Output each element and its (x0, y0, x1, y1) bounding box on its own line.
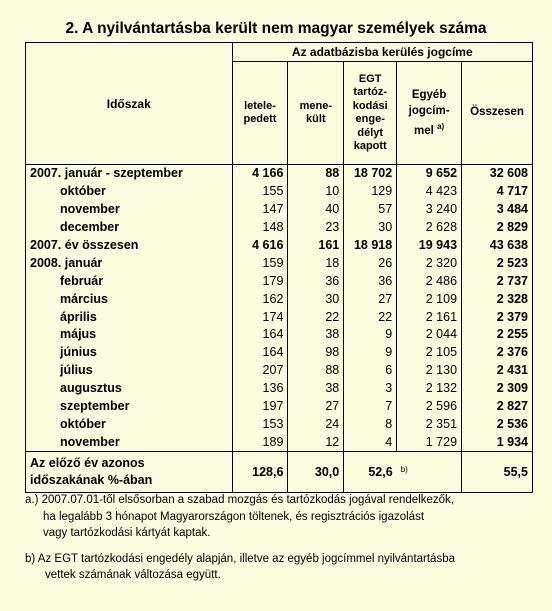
total-cell: 1 934 (462, 433, 533, 451)
immigrated-cell: 18 (288, 254, 344, 272)
settled-cell: 164 (232, 344, 288, 362)
total-cell: 43 638 (462, 237, 533, 255)
total-cell: 2 523 (462, 254, 533, 272)
immigrated-cell: 88 (288, 165, 344, 183)
immigrated-cell: 27 (288, 398, 344, 416)
immigrated-cell: 10 (288, 183, 344, 201)
period-cell: február (26, 272, 233, 290)
col-eea-header: EGT tartóz- kodási enge- délyt kapott (344, 62, 397, 165)
eea-cell: 8 (344, 415, 397, 433)
eea-cell: 36 (344, 272, 397, 290)
settled-cell: 174 (232, 308, 288, 326)
table-row (26, 272, 533, 290)
settled-cell: 159 (232, 254, 288, 272)
footnote-b-line2: vettek számának változása együtt. (45, 569, 221, 581)
table-row (26, 290, 533, 308)
footnote-a-line3: vagy tartózkodási kártyát kaptak. (43, 527, 211, 539)
eea-cell: 18 918 (344, 237, 397, 255)
summary-label: Az előző év azonos időszakának %-ában (26, 452, 233, 493)
other-cell: 19 943 (397, 237, 462, 255)
footnote-a-line2: ha legalább 3 hónapot Magyarországon töltenek, és regisztrációs igazolást (43, 510, 425, 523)
summary-other: b) (397, 452, 462, 493)
table-title: 2. A nyilvántartásba került nem magyar személyek száma (65, 20, 487, 37)
table-row (26, 433, 533, 451)
total-cell: 2 376 (462, 344, 533, 362)
period-cell: 2007. január - szeptember (26, 165, 233, 183)
total-cell: 2 309 (462, 380, 533, 398)
period-cell: július (26, 362, 233, 380)
table-row (26, 398, 533, 416)
eea-cell: 26 (344, 254, 397, 272)
total-cell: 4 717 (462, 183, 533, 201)
other-cell: 3 240 (397, 201, 462, 219)
immigrated-cell: 98 (288, 344, 344, 362)
total-cell: 2 829 (462, 219, 533, 237)
table-row (26, 415, 533, 433)
immigrated-cell: 24 (288, 415, 344, 433)
other-cell: 2 320 (397, 254, 462, 272)
total-cell: 2 431 (462, 362, 533, 380)
settled-cell: 197 (232, 398, 288, 416)
period-cell: augusztus (26, 380, 233, 398)
total-cell: 2 255 (462, 326, 533, 344)
other-cell: 1 729 (397, 433, 462, 451)
period-header: Időszak (26, 43, 233, 165)
period-cell: 2008. január (26, 254, 233, 272)
period-cell: 2007. év összesen (26, 237, 233, 255)
period-cell: szeptember (26, 398, 233, 416)
table-row (26, 344, 533, 362)
immigrated-cell: 161 (288, 237, 344, 255)
settled-cell: 4 166 (232, 165, 288, 183)
table-row (26, 380, 533, 398)
other-cell: 2 132 (397, 380, 462, 398)
table-row (26, 219, 533, 237)
settled-cell: 164 (232, 326, 288, 344)
other-cell: 2 628 (397, 219, 462, 237)
data-table (25, 42, 533, 493)
other-cell: 2 130 (397, 362, 462, 380)
period-cell: október (26, 183, 233, 201)
period-cell: május (26, 326, 233, 344)
eea-cell: 129 (344, 183, 397, 201)
settled-cell: 189 (232, 433, 288, 451)
other-cell: 2 596 (397, 398, 462, 416)
period-cell: április (26, 308, 233, 326)
settled-cell: 207 (232, 362, 288, 380)
table-row (26, 308, 533, 326)
footnote-a-line1: a.) 2007.07.01-től elsősorban a szabad mozgás és tartózkodás jogával rendelkezők, (25, 494, 454, 506)
total-cell: 2 379 (462, 308, 533, 326)
period-cell: március (26, 290, 233, 308)
immigrated-cell: 36 (288, 272, 344, 290)
table-row (26, 201, 533, 219)
immigrated-cell: 23 (288, 219, 344, 237)
period-cell: november (26, 433, 233, 451)
eea-cell: 18 702 (344, 165, 397, 183)
eea-cell: 6 (344, 362, 397, 380)
total-cell: 2 737 (462, 272, 533, 290)
immigrated-cell: 12 (288, 433, 344, 451)
immigrated-cell: 88 (288, 362, 344, 380)
col-immigrated-header: mene- kült (288, 62, 344, 165)
period-cell: november (26, 201, 233, 219)
summary-total: 55,5 (462, 452, 533, 493)
total-cell: 2 536 (462, 415, 533, 433)
immigrated-cell: 38 (288, 380, 344, 398)
eea-cell: 30 (344, 219, 397, 237)
other-cell: 2 109 (397, 290, 462, 308)
settled-cell: 148 (232, 219, 288, 237)
eea-cell: 9 (344, 326, 397, 344)
summary-immigrated: 30,0 (288, 452, 344, 493)
period-cell: december (26, 219, 233, 237)
summary-row (26, 452, 533, 493)
immigrated-cell: 38 (288, 326, 344, 344)
other-cell: 9 652 (397, 165, 462, 183)
immigrated-cell: 30 (288, 290, 344, 308)
other-cell: 2 161 (397, 308, 462, 326)
total-cell: 2 827 (462, 398, 533, 416)
summary-eea: 52,6 (344, 452, 397, 493)
col-total-header: Összesen (462, 62, 533, 165)
col-settled-header: letele- pedett (232, 62, 288, 165)
footnotes (25, 492, 533, 584)
total-cell: 2 328 (462, 290, 533, 308)
table-row (26, 237, 533, 255)
table-row (26, 254, 533, 272)
immigrated-cell: 40 (288, 201, 344, 219)
total-cell: 3 484 (462, 201, 533, 219)
eea-cell: 3 (344, 380, 397, 398)
table-row (26, 165, 533, 183)
other-cell: 2 486 (397, 272, 462, 290)
period-cell: október (26, 415, 233, 433)
eea-cell: 57 (344, 201, 397, 219)
other-cell: 2 105 (397, 344, 462, 362)
table-row (26, 326, 533, 344)
eea-cell: 27 (344, 290, 397, 308)
other-cell: 4 423 (397, 183, 462, 201)
footnote-b-line1: b) Az EGT tartózkodási engedély alapján, illetve az egyéb jogcímmel nyilvántartásba (25, 552, 455, 565)
group-header: Az adatbázisba kerülés jogcíme (232, 43, 532, 62)
total-cell: 32 608 (462, 165, 533, 183)
immigrated-cell: 22 (288, 308, 344, 326)
settled-cell: 4 616 (232, 237, 288, 255)
col-other-header: Egyéb jogcím- mel $^{a)}$ (397, 62, 462, 165)
eea-cell: 7 (344, 398, 397, 416)
eea-cell: 4 (344, 433, 397, 451)
other-cell: 2 351 (397, 415, 462, 433)
eea-cell: 9 (344, 344, 397, 362)
settled-cell: 179 (232, 272, 288, 290)
other-cell: 2 044 (397, 326, 462, 344)
settled-cell: 147 (232, 201, 288, 219)
table-row (26, 362, 533, 380)
settled-cell: 155 (232, 183, 288, 201)
settled-cell: 153 (232, 415, 288, 433)
table-row (26, 183, 533, 201)
summary-settled: 128,6 (232, 452, 288, 493)
eea-cell: 22 (344, 308, 397, 326)
settled-cell: 136 (232, 380, 288, 398)
period-cell: június (26, 344, 233, 362)
settled-cell: 162 (232, 290, 288, 308)
